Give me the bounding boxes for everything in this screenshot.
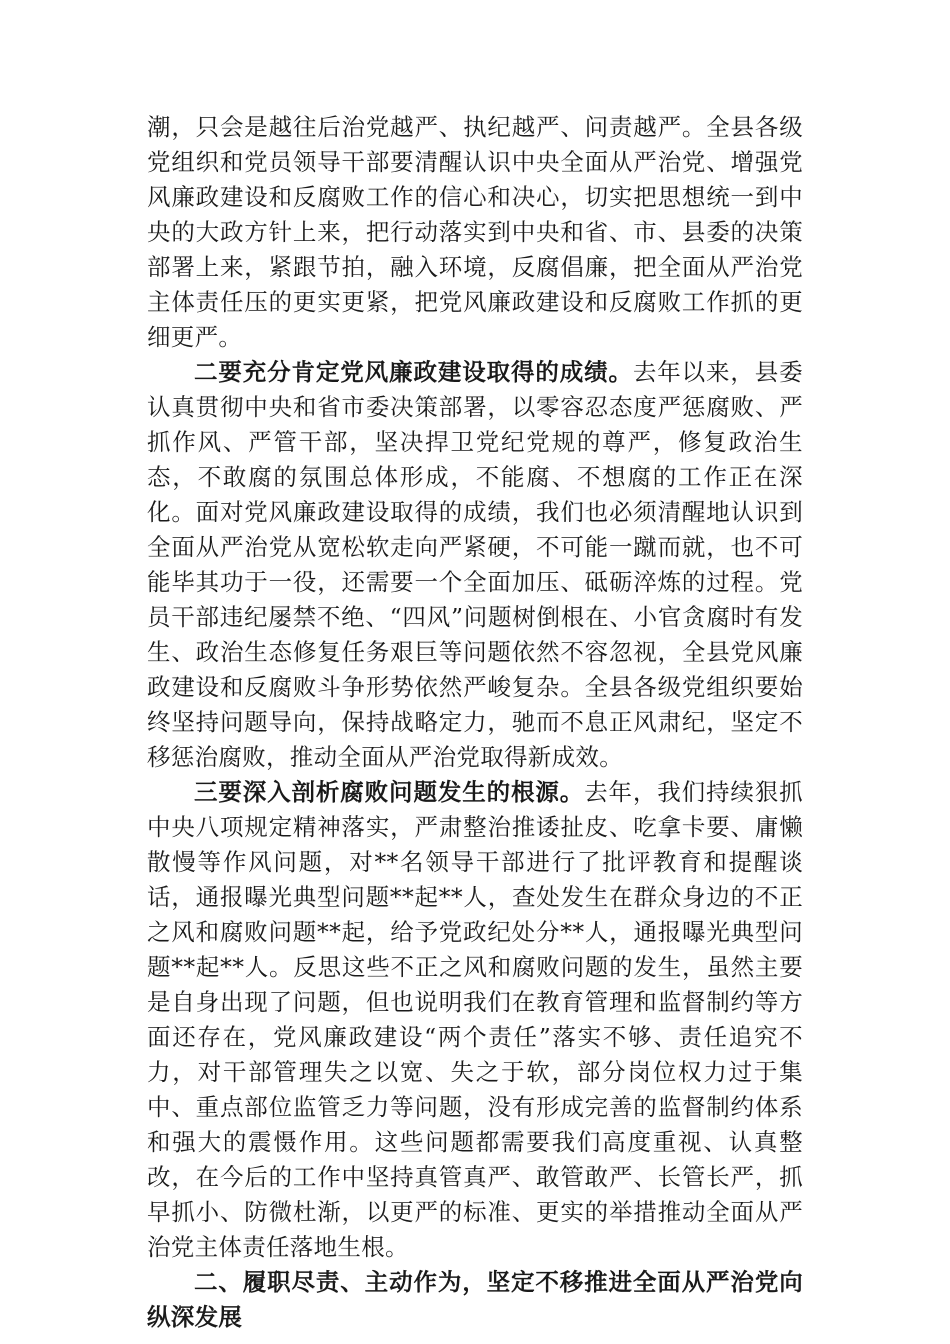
paragraph-3 (147, 775, 803, 1265)
paragraph-1 (147, 110, 803, 355)
paragraph-2-text: 去年以来，县委认真贯彻中央和省市委决策部署，以零容忍态度严惩腐败、严抓作风、严管干部，坚决捍卫党纪党规的尊严，修复政治生态，不敢腐的氛围总体形成，不能腐、不想腐的工作正在深化。面对党风廉政建设取得的成绩，我们也必须清醒地认识到全面从严治党从宽松软走向严紧硬，不可能一蹴而就，也不可能毕其功于一役，还需要一个全面加压、砥砺淬炼的过程。党员干部违纪屡禁不绝、“四风”问题树倒根在、小官贪腐时有发生、政治生态修复任务艰巨等问题依然不容忽视，全县党风廉政建设和反腐败斗争形势依然严峻复杂。全县各级党组织要始终坚持问题导向，保持战略定力，驰而不息正风肃纪，坚定不移惩治腐败，推动全面从严治党取得新成效。 (147, 358, 803, 771)
paragraph-2 (147, 355, 803, 775)
paragraph-2-lead: 二要充分肯定党风廉政建设取得的成绩。 (194, 358, 633, 386)
paragraph-3-lead: 三要深入剖析腐败问题发生的根源。 (194, 778, 585, 806)
paragraph-1-text: 潮，只会是越往后治党越严、执纪越严、问责越严。全县各级党组织和党员领导干部要清醒认识中央全面从严治党、增强党风廉政建设和反腐败工作的信心和决心，切实把思想统一到中央的大政方针上来，把行动落实到中央和省、市、县委的决策部署上来，紧跟节拍，融入环境，反腐倡廉，把全面从严治党主体责任压的更实更紧，把党风廉政建设和反腐败工作抓的更细更严。 (147, 113, 803, 351)
document-body (147, 110, 803, 1335)
paragraph-3-text: 去年，我们持续狠抓中央八项规定精神落实，严肃整治推诿扯皮、吃拿卡要、庸懒散慢等作风问题，对**名领导干部进行了批评教育和提醒谈话，通报曝光典型问题**起**人，查处发生在群众身边的不正之风和腐败问题**起，给予党政纪处分**人，通报曝光典型问题**起**人。反思这些不正之风和腐败问题的发生，虽然主要是自身出现了问题，但也说明我们在教育管理和监督制约等方面还存在，党风廉政建设“两个责任”落实不够、责任追究不力，对干部管理失之以宽、失之于软，部分岗位权力过于集中、重点部位监管乏力等问题，没有形成完善的监督制约体系和强大的震慑作用。这些问题都需要我们高度重视、认真整改，在今后的工作中坚持真管真严、敢管敢严、长管长严，抓早抓小、防微杜渐，以更严的标准、更实的举措推动全面从严治党主体责任落地生根。 (147, 778, 803, 1261)
section-heading: 二、履职尽责、主动作为，坚定不移推进全面从严治党向纵深发展 (147, 1268, 803, 1331)
